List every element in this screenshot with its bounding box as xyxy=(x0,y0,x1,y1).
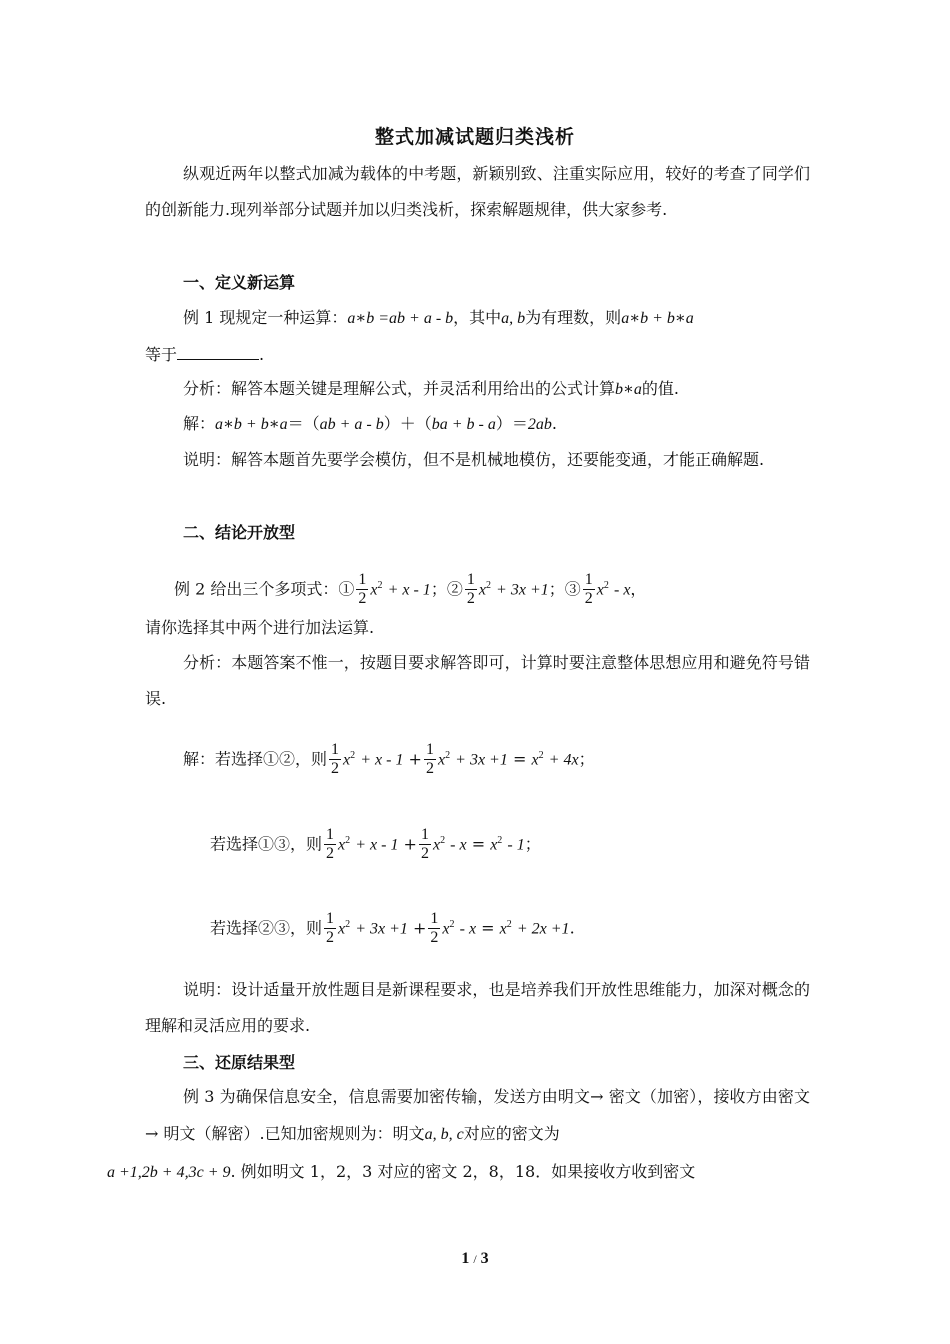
example-1-line-1 xyxy=(183,307,694,330)
plus-sign: + xyxy=(408,749,422,769)
example-2-label: 例 2 给出三个多项式： xyxy=(174,579,339,599)
fraction-half xyxy=(329,741,341,778)
term-b-rest: + 3x +1 xyxy=(455,751,508,769)
line-end: ； xyxy=(524,834,541,854)
var-x: x xyxy=(338,836,346,854)
result-rest: + 4x xyxy=(548,751,579,769)
var-x: x xyxy=(531,751,539,769)
denominator: 2 xyxy=(326,845,335,863)
section-3-heading: 三、还原结果型 xyxy=(183,1053,296,1072)
solution-1-label: 解： xyxy=(183,414,216,433)
example-3-tail: . 例如明文 1，2，3 对应的密文 2，8，18．如果接收方收到密文 xyxy=(230,1162,696,1181)
exponent: 2 xyxy=(350,750,356,761)
intro-paragraph: 纵观近两年以整式加减为载体的中考题，新颖别致、注重实际应用，较好的考查了同学们的创新能力.现列举部分试题并加以归类浅析，探索解题规律，供大家参考. xyxy=(145,164,810,219)
page-title: 整式加减试题归类浅析 xyxy=(374,126,575,148)
denominator: 2 xyxy=(331,760,340,778)
solution-2-line-2 xyxy=(210,821,541,865)
fraction-half xyxy=(583,571,595,608)
denominator: 2 xyxy=(430,929,439,947)
separator: ； xyxy=(548,579,565,599)
denominator: 2 xyxy=(584,590,593,608)
example-3-mid: 对应的密文为 xyxy=(463,1124,560,1143)
example-1-vars: a, b xyxy=(501,310,526,327)
equals-sign: = xyxy=(481,918,495,938)
equals-sign: = xyxy=(512,749,527,769)
numerator: 1 xyxy=(326,910,335,928)
fraction-half xyxy=(424,741,436,778)
poly-1-rest: + x - 1 xyxy=(387,581,431,599)
section-2-heading: 二、结论开放型 xyxy=(183,523,296,542)
numerator: 1 xyxy=(466,571,475,589)
equals-sign: = xyxy=(471,834,486,854)
denominator: 2 xyxy=(425,760,434,778)
solution-1-expression: a∗b + b∗a xyxy=(215,416,288,433)
var-x: x xyxy=(490,836,498,854)
example-3-paragraph xyxy=(107,1078,810,1191)
solution-2-label-c: 若选择②③，则 xyxy=(210,918,323,938)
total-pages: 3 xyxy=(480,1250,489,1267)
exponent: 2 xyxy=(445,750,451,761)
analysis-1-end: 的值. xyxy=(641,379,679,398)
fraction-half xyxy=(356,571,368,608)
circled-3: ③ xyxy=(564,579,581,599)
example-1-line-2 xyxy=(145,344,264,366)
section-1-heading: 一、定义新运算 xyxy=(183,273,296,292)
term-b-rest: - x xyxy=(450,836,467,854)
page-number xyxy=(0,1250,950,1268)
var-x: x xyxy=(596,581,604,599)
exponent: 2 xyxy=(345,835,351,846)
example-1-question: 等于 xyxy=(145,345,178,364)
fraction-half xyxy=(465,571,477,608)
solution-2-line-1 xyxy=(183,736,595,780)
solution-2-label-b: 若选择①③，则 xyxy=(210,834,323,854)
term-a-rest: + x - 1 xyxy=(355,836,399,854)
term-a-rest: + 3x +1 xyxy=(355,920,408,938)
denominator: 2 xyxy=(420,845,429,863)
numerator: 1 xyxy=(584,571,593,589)
fraction-half xyxy=(324,826,336,863)
solution-1-p1: ab + a - b xyxy=(319,416,384,433)
exponent: 2 xyxy=(497,835,503,846)
plus-sign: + xyxy=(413,918,427,938)
plus-sign: + xyxy=(403,834,417,854)
example-2-line-1 xyxy=(174,566,646,610)
fraction-half xyxy=(324,910,336,947)
numerator: 1 xyxy=(430,910,439,928)
answer-blank xyxy=(177,345,259,360)
solution-1-part-2: ）＋（ xyxy=(383,414,432,433)
var-x: x xyxy=(442,920,450,938)
exponent: 2 xyxy=(345,919,351,930)
line-end: . xyxy=(569,918,575,938)
numerator: 1 xyxy=(331,741,340,759)
numerator: 1 xyxy=(358,571,367,589)
example-1-mid: ，其中 xyxy=(453,308,502,327)
current-page: 1 xyxy=(461,1250,470,1267)
circled-2: ② xyxy=(446,579,463,599)
var-x: x xyxy=(437,751,446,769)
example-3-vars: a, b, c xyxy=(424,1126,464,1143)
exponent: 2 xyxy=(485,580,491,591)
note-2: 说明：设计适量开放性题目是新课程要求，也是培养我们开放性思维能力，加深对概念的理解和灵活应用的要求. xyxy=(145,980,810,1035)
solution-1 xyxy=(183,413,557,436)
numerator: 1 xyxy=(425,741,434,759)
comma: ， xyxy=(630,579,647,599)
example-1-tail: 为有理数，则 xyxy=(525,308,622,327)
fraction-half xyxy=(419,826,431,863)
poly-3-rest: - x xyxy=(613,581,631,599)
poly-2-rest: + 3x +1 xyxy=(496,581,549,599)
solution-1-part-3: ）＝ xyxy=(495,414,528,433)
solution-2-label: 解：若选择①②，则 xyxy=(183,749,328,769)
exponent: 2 xyxy=(440,835,446,846)
var-x: x xyxy=(499,920,507,938)
denominator: 2 xyxy=(358,590,367,608)
term-a-rest: + x - 1 xyxy=(360,751,404,769)
example-1-expression: a∗b + b∗a xyxy=(621,310,694,327)
example-1-formula: a∗b =ab + a - b xyxy=(347,310,454,327)
var-x: x xyxy=(338,920,346,938)
var-x: x xyxy=(370,581,378,599)
example-3-formula: a +1,2b + 4,3c + 9 xyxy=(107,1164,231,1181)
analysis-1 xyxy=(183,378,679,401)
var-x: x xyxy=(432,836,441,854)
solution-1-end: . xyxy=(551,414,557,433)
example-1-end: . xyxy=(259,345,265,364)
fraction-half xyxy=(428,910,440,947)
numerator: 1 xyxy=(326,826,335,844)
exponent: 2 xyxy=(377,580,383,591)
exponent: 2 xyxy=(538,750,544,761)
example-3-text: 例 3 为确保信息安全，信息需要加密传输，发送方由明文→ 密文（加密），接收方由密文→ 明文（解密）.已知加密规则为：明文 xyxy=(145,1087,810,1143)
denominator: 2 xyxy=(466,590,475,608)
result-rest: + 2x +1 xyxy=(516,920,570,938)
page-separator: / xyxy=(473,1252,477,1266)
analysis-1-text: 分析：解答本题关键是理解公式，并灵活利用给出的公式计算 xyxy=(183,379,616,398)
line-end: ； xyxy=(578,749,595,769)
solution-1-p2: ba + b - a xyxy=(431,416,496,433)
solution-1-part-1: ＝（ xyxy=(287,414,320,433)
exponent: 2 xyxy=(449,919,455,930)
result-rest: - 1 xyxy=(507,836,525,854)
note-1: 说明：解答本题首先要学会模仿，但不是机械地模仿，还要能变通，才能正确解题. xyxy=(183,450,765,469)
term-b-rest: - x xyxy=(459,920,477,938)
separator: ； xyxy=(430,579,447,599)
denominator: 2 xyxy=(326,929,335,947)
exponent: 2 xyxy=(506,919,512,930)
solution-1-result: 2ab xyxy=(527,416,552,433)
exponent: 2 xyxy=(603,580,609,591)
solution-2-line-3 xyxy=(210,905,575,949)
example-2-line-2: 请你选择其中两个进行加法运算. xyxy=(145,618,375,637)
var-x: x xyxy=(478,581,486,599)
circled-1: ① xyxy=(338,579,355,599)
example-1-label: 例 1 现规定一种运算： xyxy=(183,308,348,327)
var-x: x xyxy=(343,751,351,769)
analysis-1-expression: b∗a xyxy=(615,381,642,398)
analysis-2: 分析：本题答案不惟一，按题目要求解答即可，计算时要注意整体思想应用和避免符号错误. xyxy=(145,653,810,708)
numerator: 1 xyxy=(420,826,429,844)
